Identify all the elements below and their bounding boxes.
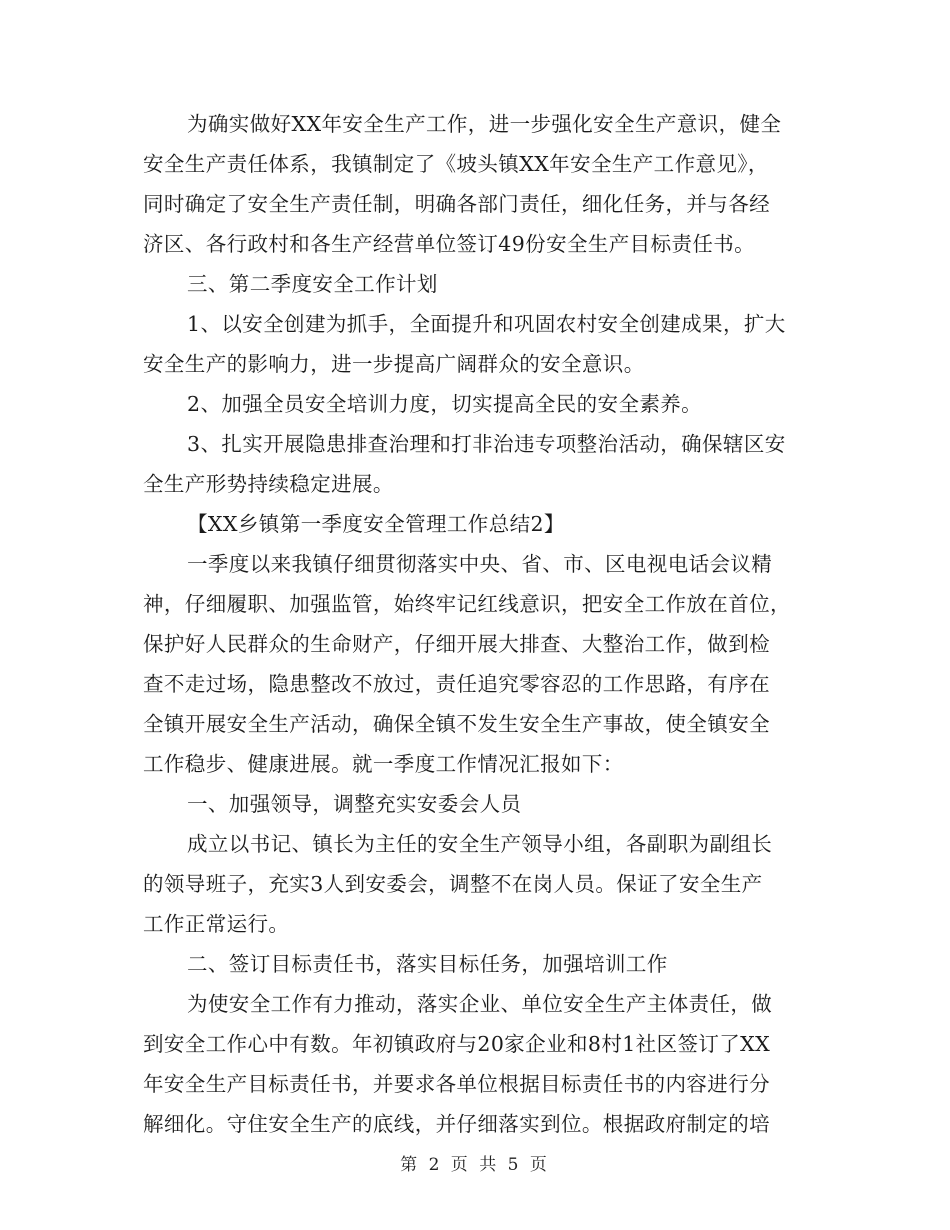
text-line: 一、加强领导，调整充实安委会人员 <box>187 792 522 816</box>
text-line: 的领导班子，充实3人到安委会，调整不在岗人员。保证了安全生产 <box>143 872 763 896</box>
text-line: 三、第二季度安全工作计划 <box>187 272 438 296</box>
text-line: 一季度以来我镇仔细贯彻落实中央、省、市、区电视电话会议精 <box>187 552 773 576</box>
text-line: 1、以安全创建为抓手，全面提升和巩固农村安全创建成果，扩大 <box>187 312 786 336</box>
text-line: 查不走过场，隐患整改不放过，责任追究零容忍的工作思路，有序在 <box>143 672 770 696</box>
text-line: 为使安全工作有力推动，落实企业、单位安全生产主体责任，做 <box>187 992 773 1016</box>
text-line: 2、加强全员安全培训力度，切实提高全民的安全素养。 <box>187 392 703 416</box>
text-line: 全镇开展安全生产活动，确保全镇不发生安全生产事故，使全镇安全 <box>143 712 770 736</box>
text-line: 工作正常运行。 <box>143 912 290 936</box>
text-line: 神，仔细履职、加强监管，始终牢记红线意识，把安全工作放在首位， <box>143 592 791 616</box>
text-line: 解细化。守住安全生产的底线，并仔细落实到位。根据政府制定的培 <box>143 1112 770 1136</box>
text-line: 同时确定了安全生产责任制，明确各部门责任，细化任务，并与各经 <box>143 192 770 216</box>
text-line: 保护好人民群众的生命财产，仔细开展大排查、大整治工作，做到检 <box>143 632 770 656</box>
text-line: 全生产形势持续稳定进展。 <box>143 472 394 496</box>
text-line: 济区、各行政村和各生产经营单位签订49份安全生产目标责任书。 <box>143 232 756 256</box>
text-line: 为确实做好XX年安全生产工作，进一步强化安全生产意识，健全 <box>187 112 782 136</box>
text-line: 安全生产的影响力，进一步提高广阔群众的安全意识。 <box>143 352 645 376</box>
text-line: 二、签订目标责任书，落实目标任务，加强培训工作 <box>187 952 668 976</box>
text-line: 3、扎实开展隐患排查治理和打非治违专项整治活动，确保辖区安 <box>187 432 786 456</box>
text-line: 年安全生产目标责任书，并要求各单位根据目标责任书的内容进行分 <box>143 1072 770 1096</box>
text-line: 安全生产责任体系，我镇制定了《坡头镇XX年安全生产工作意见》， <box>143 152 769 176</box>
text-line: 工作稳步、健康进展。就一季度工作情况汇报如下： <box>143 752 624 776</box>
text-line: 成立以书记、镇长为主任的安全生产领导小组，各副职为副组长 <box>187 832 773 856</box>
page-number-footer: 第 2 页 共 5 页 <box>400 1155 550 1175</box>
document-body <box>143 104 808 1144</box>
text-line: 【XX乡镇第一季度安全管理工作总结2】 <box>187 512 565 536</box>
text-line: 到安全工作心中有数。年初镇政府与20家企业和8村1社区签订了XX <box>143 1032 771 1056</box>
